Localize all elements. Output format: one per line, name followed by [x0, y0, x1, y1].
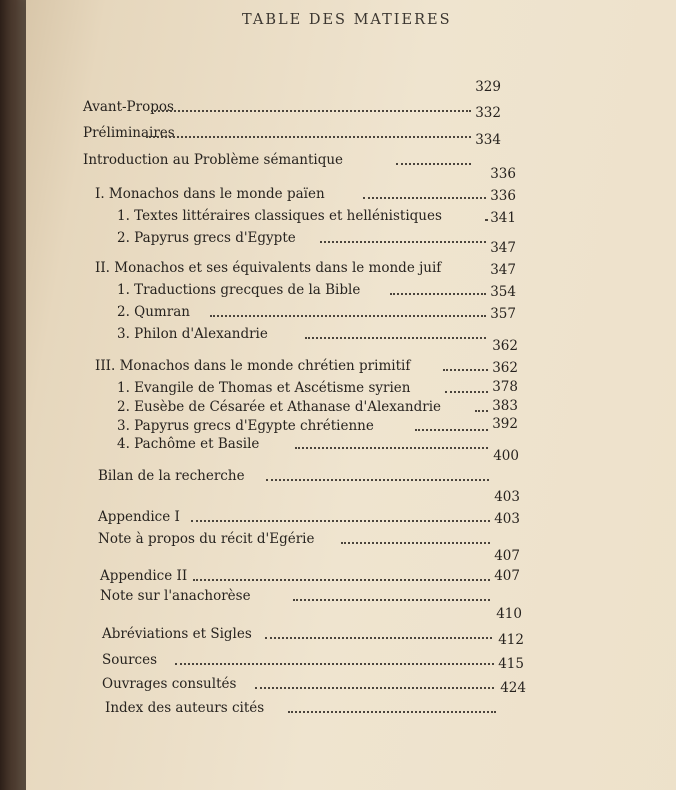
toc-entry — [98, 448, 519, 484]
dot-leader — [175, 663, 494, 665]
toc-page-number: 362 — [492, 338, 518, 354]
toc-entry — [100, 548, 520, 584]
dot-leader — [293, 599, 490, 601]
toc-entry — [95, 240, 516, 276]
toc-entry-title: Note sur l'anachorèse — [100, 588, 251, 604]
dot-leader — [341, 542, 490, 544]
dot-leader — [265, 637, 492, 639]
toc-entry-title: I. Monachos dans le monde païen — [95, 186, 325, 202]
dot-leader — [363, 197, 486, 199]
toc-entry-title: 3. Philon d'Alexandrie — [117, 326, 268, 342]
toc-entry-title: 1. Textes littéraires classiques et hellénistiques — [117, 208, 442, 224]
toc-entry-title: Ouvrages consultés — [102, 676, 237, 692]
toc-entry-title: 4. Pachôme et Basile — [117, 436, 260, 452]
toc-entry-title: Appendice II — [100, 568, 188, 584]
toc-entry-title: Préliminaires — [83, 125, 175, 141]
toc-page-number: 347 — [490, 240, 516, 256]
toc-entry-title: Note à propos du récit d'Egérie — [98, 531, 315, 547]
dot-leader — [210, 315, 486, 317]
toc-page-number: 341 — [490, 210, 516, 226]
toc-page-number: 415 — [498, 656, 524, 672]
toc-page-number: 407 — [494, 568, 520, 584]
toc-entry-title: Abréviations et Sigles — [102, 626, 252, 642]
toc-entry — [83, 79, 501, 115]
dot-leader — [390, 293, 486, 295]
toc-entry-title: Index des auteurs cités — [105, 700, 265, 716]
toc-entry-title: Bilan de la recherche — [98, 468, 245, 484]
dot-leader — [151, 110, 471, 112]
toc-page-number: 332 — [475, 105, 501, 121]
dot-leader — [288, 711, 496, 713]
toc-entry-title: 2. Qumran — [117, 304, 190, 320]
toc-entry-title: III. Monachos dans le monde chrétien primitif — [95, 358, 411, 374]
toc-page-number: 362 — [492, 360, 518, 376]
dot-leader — [266, 479, 489, 481]
toc-entry-title: Introduction au Problème sémantique — [83, 152, 344, 168]
dot-leader — [320, 241, 486, 243]
toc-page-number: 383 — [492, 398, 518, 414]
toc-entry — [102, 606, 522, 642]
dot-leader — [191, 520, 490, 522]
toc-page-number: 378 — [492, 379, 518, 395]
dot-leader — [193, 579, 490, 581]
dot-leader — [485, 219, 486, 221]
toc-page-number: 403 — [494, 511, 520, 527]
toc-page-number: 354 — [490, 284, 516, 300]
toc-entry-title: II. Monachos et ses équivalents dans le monde juif — [95, 260, 442, 276]
toc-entry — [95, 338, 518, 374]
toc-page-number: 347 — [490, 262, 516, 278]
toc-page-number: 400 — [493, 448, 519, 464]
dot-leader — [396, 163, 471, 165]
dot-leader — [305, 337, 486, 339]
toc-page-number: 410 — [496, 606, 522, 622]
toc-entry-title: 2. Papyrus grecs d'Egypte — [117, 230, 296, 246]
toc-entry — [95, 166, 516, 202]
toc-entry-title: 1. Evangile de Thomas et Ascétisme syrien — [117, 380, 411, 396]
toc-page-number: 392 — [492, 416, 518, 432]
dot-leader — [443, 369, 488, 371]
toc-page-number: 329 — [475, 79, 501, 95]
toc-entry — [98, 489, 520, 525]
toc-entry-title: Appendice I — [98, 509, 180, 525]
toc-entry-title: 3. Papyrus grecs d'Egypte chrétienne — [117, 418, 374, 434]
toc-entry-title: Avant-Propos — [83, 99, 174, 115]
toc-entry-title: 1. Traductions grecques de la Bible — [117, 282, 361, 298]
toc-page-number: 357 — [490, 306, 516, 322]
dot-leader — [146, 136, 471, 138]
toc-page-number: 336 — [490, 166, 516, 182]
toc-page-number: 407 — [494, 548, 520, 564]
toc-page-number: 403 — [494, 489, 520, 505]
dot-leader — [255, 687, 494, 689]
toc-page-number: 424 — [500, 680, 526, 696]
toc-page-number: 412 — [498, 632, 524, 648]
page — [26, 0, 676, 790]
toc-page-number: 336 — [490, 188, 516, 204]
dot-leader — [295, 447, 488, 449]
page-heading: TABLE DES MATIERES — [242, 12, 452, 28]
toc-page-number: 334 — [475, 132, 501, 148]
toc-entry-title: Sources — [102, 652, 158, 668]
toc-entry-title: 2. Eusèbe de Césarée et Athanase d'Alexandrie — [117, 399, 442, 415]
